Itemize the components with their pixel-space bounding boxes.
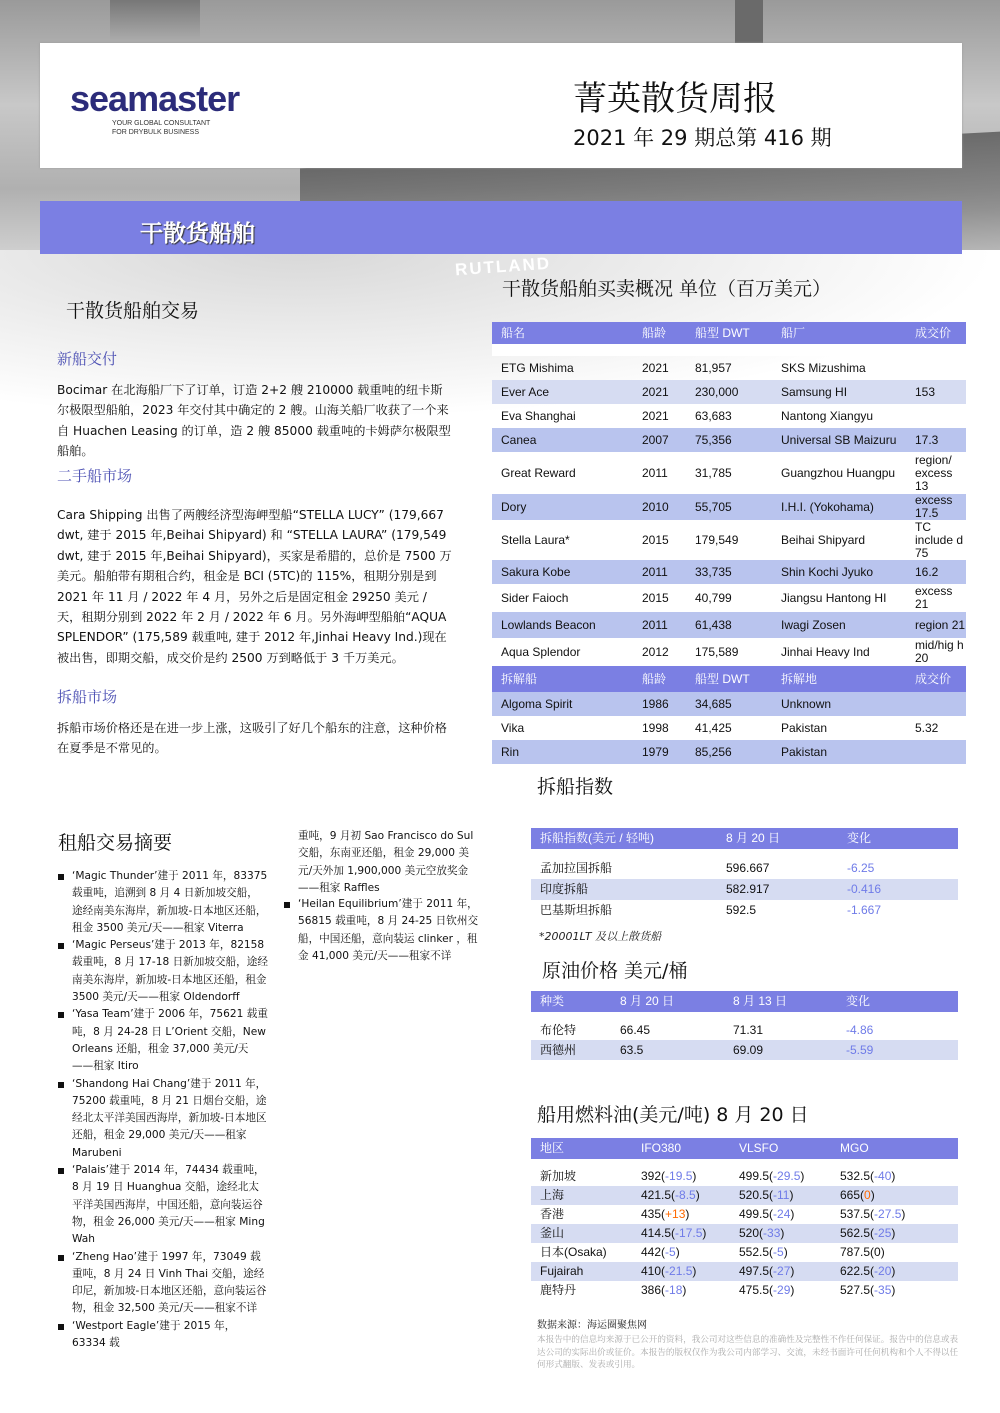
charter-item: ‘Magic Perseus’建于 2013 年，82158 载重吨，8 月 17-18 日新加坡交船，途经南美东海岸，新加坡-日本地区还船，租金 3500 美元/天——租家 Oldendorff xyxy=(58,937,268,1006)
secondhand-paragraph: Cara Shipping 出售了两艘经济型海岬型船“STELLA LUCY” (179,667 dwt, 建于 2015 年,Beihai Shipyard) 和 “STELLA LAURA” (179,549 dwt, 建于 2015 年,Beihai Shipyard)，买家是希腊的，总价是 7500 万美元。船舶带有期租合约，租金是 BCI (5TC)的 115%，租期分别是到 2021 年 11 月 / 2022 年 4 月，另外之后是固定租金 29250 美元 / 天，租期分别到 2022 年 2 月 / 2022 年 6 月。另外海岬型船舶“AQUA SPLENDOR” (175,589 载重吨, 建于 2012 年,Jinhai Heavy Ind.)现在被出售，即期交船，成交价是约 2500 万到略低于 3 千万美元。 xyxy=(57,508,452,665)
table-cell: Canea xyxy=(492,428,633,452)
table-cell: 变化 xyxy=(837,991,958,1012)
table-cell: Iwagi Zosen xyxy=(772,612,906,638)
table-cell: 520.5(-11) xyxy=(730,1186,831,1205)
table-cell: -4.86 xyxy=(846,1022,874,1037)
logo-tagline: YOUR GLOBAL CONSULTANT FOR DRYBULK BUSINESS xyxy=(112,120,211,136)
table-cell: 拆解地 xyxy=(772,666,906,692)
sales-row xyxy=(492,404,966,428)
table-cell: 410(-21.5) xyxy=(632,1262,730,1281)
table-cell xyxy=(906,356,966,380)
table-cell: 153 xyxy=(906,380,966,404)
seamaster-logo: seamaster xyxy=(70,78,240,119)
table-cell: 85,256 xyxy=(686,740,772,764)
table-cell: Guangzhou Huangpu xyxy=(781,465,896,480)
table-cell: VLSFO xyxy=(730,1138,831,1159)
table-cell: -0.416 xyxy=(838,879,958,900)
sales-row xyxy=(492,560,966,584)
table-cell: 5.32 xyxy=(915,720,939,735)
table-spacer xyxy=(492,344,966,356)
table-cell: 2012 xyxy=(642,644,669,659)
table-cell: -6.25 xyxy=(847,861,875,875)
table-cell: 562.5(-25) xyxy=(831,1224,958,1243)
table-cell: Rin xyxy=(492,740,633,764)
sales-row xyxy=(492,520,966,560)
table-cell: 2021 xyxy=(642,360,669,375)
table-cell: SKS Mizushima xyxy=(781,360,866,375)
table-cell: Beihai Shipyard xyxy=(781,532,866,547)
data-source: 数据来源：海运圈聚焦网 xyxy=(537,1320,647,1331)
table-cell: -1.667 xyxy=(847,903,882,917)
table-cell: 新加坡 xyxy=(540,1169,577,1183)
table-cell xyxy=(906,692,966,716)
table-header-row xyxy=(531,1138,958,1159)
table-cell: region/ excess 13 xyxy=(915,452,953,493)
table-cell: Great Reward xyxy=(501,465,576,480)
table-cell: 582.917 xyxy=(717,879,838,900)
charter-item: ‘Zheng Hao’建于 1997 年，73049 载重吨，8 月 24 日 Vinh Thai 交船，途经印尼，新加坡-日本地区还船，意向装运谷物，租金 32,500 美元/天——租家不详 xyxy=(58,1249,268,1318)
bunker-heading: 船用燃料油(美元/吨) 8 月 20 日 xyxy=(537,1104,809,1126)
table-cell: region 21 xyxy=(906,612,966,638)
sales-row xyxy=(492,494,966,520)
bunker-row xyxy=(531,1243,958,1262)
table-cell: 2010 xyxy=(633,494,686,520)
table-cell: excess 21 xyxy=(915,584,953,611)
table-cell: 船厂 xyxy=(772,322,906,344)
table-cell: 2011 xyxy=(642,465,668,480)
table-cell: 61,438 xyxy=(686,612,772,638)
oil-heading: 原油价格 美元/桶 xyxy=(542,960,688,982)
table-cell: 西德州 xyxy=(531,1040,611,1060)
table-cell: ETG Mishima xyxy=(501,360,574,375)
table-cell: 种类 xyxy=(531,991,611,1012)
table-cell: Aqua Splendor xyxy=(501,644,581,659)
table-cell: Sakura Kobe xyxy=(492,560,633,584)
disclaimer: 本报告中的信息均来源于已公开的资料，我公司对这些信息的准确性及完整性不作任何保证。报告中的信息或表达公司的实际出价或征价。本报告的版权仅作为我公司内部学习、交流，未经书面许可任何机构和个人不得以任何形式翻版、发表或引用。 xyxy=(537,1335,959,1370)
table-cell: 2021 xyxy=(642,408,669,423)
table-cell: 巴基斯坦拆船 xyxy=(540,903,613,917)
table-cell: 499.5(-24) xyxy=(739,1207,795,1221)
sales-row xyxy=(492,584,966,612)
table-cell: 499.5(-29.5) xyxy=(739,1169,805,1183)
demolition-heading: 拆船市场 xyxy=(57,688,118,706)
table-cell: 1986 xyxy=(633,692,686,716)
table-cell: 孟加拉国拆船 xyxy=(540,861,613,875)
table-cell: 2015 xyxy=(642,590,669,605)
bunker-row xyxy=(531,1224,958,1243)
charter-item: ‘Palais’建于 2014 年，74434 载重吨，8 月 19 日 Huanghua 交船，途经北太平洋美国西海岸，中国还船，意向装运谷物，租金 26,000 美元/天——租家 Ming Wah xyxy=(58,1162,268,1248)
table-cell: 1998 xyxy=(642,720,669,735)
charter-item: ‘Yasa Team’建于 2006 年，75621 载重吨，8 月 24-28 日 L’Orient 交船，New Orleans 还船，租金 37,000 美元/天——租家 Itiro xyxy=(58,1006,268,1075)
left-heading: 干散货船舶交易 xyxy=(66,300,200,322)
table-cell: I.H.I. (Yokohama) xyxy=(772,494,906,520)
table-cell: 2007 xyxy=(633,428,686,452)
table-cell: Eva Shanghai xyxy=(501,408,576,423)
table-cell xyxy=(906,404,966,428)
table-header-row xyxy=(492,322,966,344)
sales-row xyxy=(492,452,966,494)
sales-row xyxy=(492,638,966,666)
table-cell: 船型 DWT xyxy=(686,322,772,344)
table-cell: 33,735 xyxy=(686,560,772,584)
sales-table xyxy=(492,322,966,764)
table-cell: 179,549 xyxy=(695,532,739,547)
oil-row xyxy=(531,1040,958,1060)
table-cell: 421.5(-8.5) xyxy=(632,1186,730,1205)
table-cell: 成交价 xyxy=(906,666,966,692)
table-cell: 釜山 xyxy=(531,1224,632,1243)
bunker-table xyxy=(531,1138,958,1300)
table-cell: mid/hig h 20 xyxy=(915,638,964,665)
table-cell: 2015 xyxy=(642,532,669,547)
ship-superstructure xyxy=(110,0,200,40)
table-cell: 2021 xyxy=(633,380,686,404)
table-cell: 印度拆船 xyxy=(531,879,717,900)
oil-row xyxy=(531,1020,958,1040)
table-cell: 69.09 xyxy=(724,1040,837,1060)
table-cell: 船型 DWT xyxy=(686,666,772,692)
newbuild-paragraph: Bocimar 在北海船厂下了订单，订造 2+2 艘 210000 载重吨的纽卡斯尔极限型船舶，2023 年交付其中确定的 2 艘。山海关船厂收获了一个来自 Huachen Leasing 的订单，造 2 艘 85000 载重吨的卡姆萨尔极限型船舶。 xyxy=(57,383,451,459)
table-cell xyxy=(906,740,966,764)
demo-index-table xyxy=(531,828,958,921)
sales-row xyxy=(492,612,966,638)
table-cell: Ever Ace xyxy=(492,380,633,404)
table-cell: 8 月 20 日 xyxy=(717,828,838,849)
bunker-row xyxy=(531,1167,958,1186)
charter-item: ‘Heilan Equilibrium’建于 2011 年，56815 载重吨，8 月 24-25 日钦州交船，中国还船，意向装运 clinker ，租金 41,000 美元/天——租家不详 xyxy=(284,896,480,965)
demo-index-row xyxy=(531,900,958,921)
table-cell: 40,799 xyxy=(695,590,732,605)
oil-table xyxy=(531,991,958,1060)
table-header-row xyxy=(531,828,958,849)
table-cell: MGO xyxy=(831,1138,958,1159)
table-cell: 392(-19.5) xyxy=(641,1169,697,1183)
table-cell: 拆船指数(美元 / 轻吨) xyxy=(531,828,717,849)
table-cell: 592.5 xyxy=(726,903,757,917)
issue-number: 2021 年 29 期总第 416 期 xyxy=(573,126,832,150)
table-cell: Nantong Xiangyu xyxy=(781,408,874,423)
table-cell: 386(-18) xyxy=(641,1283,687,1297)
charter-heading: 租船交易摘要 xyxy=(58,832,173,854)
section-bar xyxy=(40,201,962,254)
table-cell: 成交价 xyxy=(906,322,966,344)
table-cell: 上海 xyxy=(531,1186,632,1205)
charter-item: ‘Magic Thunder’建于 2011 年，83375 载重吨，追溯到 8 月 4 日新加坡交船，途经南美东海岸，新加坡-日本地区还船，租金 3500 美元/天——租家 Viterra xyxy=(58,868,268,937)
table-cell: 175,589 xyxy=(695,644,739,659)
table-cell: 552.5(-5) xyxy=(739,1245,788,1259)
table-cell: Jiangsu Hantong HI xyxy=(781,590,887,605)
table-cell: 596.667 xyxy=(726,861,770,875)
table-cell: Lowlands Beacon xyxy=(492,612,633,638)
table-cell: 520(-33) xyxy=(730,1224,831,1243)
table-cell: 435(+13) xyxy=(641,1207,690,1221)
table-cell: 2011 xyxy=(633,612,686,638)
bunker-row xyxy=(531,1186,958,1205)
table-cell: Dory xyxy=(492,494,633,520)
table-cell: 532.5(-40) xyxy=(840,1169,896,1183)
photo-ship-name: RUTLAND xyxy=(454,253,552,280)
demo-index-row xyxy=(531,879,958,900)
table-cell: Vika xyxy=(501,720,525,735)
table-cell: 787.5(0) xyxy=(840,1245,885,1259)
table-cell: 63,683 xyxy=(695,408,732,423)
table-cell: Pakistan xyxy=(772,740,906,764)
newbuild-heading: 新船交付 xyxy=(57,350,118,368)
table-cell: 船龄 xyxy=(633,322,686,344)
secondhand-heading: 二手船市场 xyxy=(57,467,133,485)
table-cell: 变化 xyxy=(838,828,958,849)
sales-row xyxy=(492,356,966,380)
demo-index-row xyxy=(531,858,958,879)
charter-continuation: 重吨，9 月初 Sao Francisco do Sul 交船，东南亚还船，租金 29,000 美元/天外加 1,900,000 美元空放奖金——租家 Raffles xyxy=(298,830,474,894)
table-cell: 船名 xyxy=(492,322,633,344)
charter-item: ‘Westport Eagle’建于 2015 年，63334 载 xyxy=(58,1318,268,1353)
table-header-row xyxy=(492,666,966,692)
demolition-row xyxy=(492,692,966,716)
table-cell: 414.5(-17.5) xyxy=(632,1224,730,1243)
charter-list-col1 xyxy=(58,868,268,1352)
header-box xyxy=(40,43,962,168)
table-header-row xyxy=(531,991,958,1012)
table-cell: 527.5(-35) xyxy=(840,1283,896,1297)
table-cell: 2011 xyxy=(633,560,686,584)
table-cell: 41,425 xyxy=(695,720,732,735)
demolition-paragraph: 拆船市场价格还是在进一步上涨，这吸引了好几个船东的注意，这种价格在夏季是不常见的。 xyxy=(57,721,447,756)
table-cell: 71.31 xyxy=(733,1022,764,1037)
table-cell: Algoma Spirit xyxy=(492,692,633,716)
table-cell: 日本(Osaka) xyxy=(540,1245,607,1259)
charter-item: ‘Shandong Hai Chang’建于 2011 年，75200 载重吨，8 月 21 日烟台交船，途经北太平洋美国西海岸，新加坡-日本地区还船，租金 29,000 美元/天——租家 Marubeni xyxy=(58,1076,268,1162)
table-cell: 拆解船 xyxy=(492,666,633,692)
demo-index-note: *20001LT 及以上散货船 xyxy=(539,930,662,943)
table-cell: 66.45 xyxy=(620,1022,651,1037)
table-cell: 1979 xyxy=(633,740,686,764)
table-cell: Sider Faioch xyxy=(501,590,569,605)
table-cell: 鹿特丹 xyxy=(540,1283,577,1297)
table-cell: 442(-5) xyxy=(641,1245,680,1259)
sales-row xyxy=(492,428,966,452)
table-cell: IFO380 xyxy=(632,1138,730,1159)
table-cell: 布伦特 xyxy=(540,1022,577,1037)
table-cell: 香港 xyxy=(540,1207,565,1221)
demolition-row xyxy=(492,716,966,740)
table-cell: 622.5(-20) xyxy=(831,1262,958,1281)
table-cell: Fujairah xyxy=(531,1262,632,1281)
table-cell: Unknown xyxy=(772,692,906,716)
sales-row xyxy=(492,380,966,404)
table-cell: Jinhai Heavy Ind xyxy=(781,644,870,659)
table-cell: Shin Kochi Jyuko xyxy=(772,560,906,584)
bunker-row xyxy=(531,1262,958,1281)
charter-list-col2 xyxy=(284,896,480,965)
table-cell: 475.5(-29) xyxy=(739,1283,795,1297)
table-cell: 63.5 xyxy=(611,1040,724,1060)
table-cell: 船龄 xyxy=(633,666,686,692)
table-cell: 55,705 xyxy=(686,494,772,520)
table-cell: excess 17.5 xyxy=(906,494,966,520)
sales-heading: 干散货船舶买卖概况 单位（百万美元） xyxy=(502,278,832,300)
section-title: 干散货船舶 xyxy=(140,221,255,247)
table-cell: 8 月 20 日 xyxy=(611,991,724,1012)
table-cell: -5.59 xyxy=(837,1040,958,1060)
table-cell: 16.2 xyxy=(906,560,966,584)
table-cell: 537.5(-27.5) xyxy=(840,1207,906,1221)
table-cell: 17.3 xyxy=(906,428,966,452)
table-cell: Stella Laura* xyxy=(501,532,570,547)
table-cell: 31,785 xyxy=(695,465,732,480)
table-cell: 地区 xyxy=(531,1138,632,1159)
table-cell: 8 月 13 日 xyxy=(724,991,837,1012)
table-cell: 34,685 xyxy=(686,692,772,716)
table-cell: 665(0) xyxy=(831,1186,958,1205)
demolition-row xyxy=(492,740,966,764)
table-cell: Pakistan xyxy=(781,720,828,735)
table-cell: 497.5(-27) xyxy=(730,1262,831,1281)
table-cell: 81,957 xyxy=(695,360,732,375)
bunker-row xyxy=(531,1281,958,1300)
report-title: 菁英散货周报 xyxy=(573,79,777,119)
table-cell: 230,000 xyxy=(686,380,772,404)
table-cell: Samsung HI xyxy=(772,380,906,404)
ship-mast xyxy=(735,0,763,48)
table-cell: Universal SB Maizuru xyxy=(772,428,906,452)
demo-index-heading: 拆船指数 xyxy=(537,776,614,798)
bunker-row xyxy=(531,1205,958,1224)
table-cell: 75,356 xyxy=(686,428,772,452)
table-cell: TC include d 75 xyxy=(915,519,964,560)
